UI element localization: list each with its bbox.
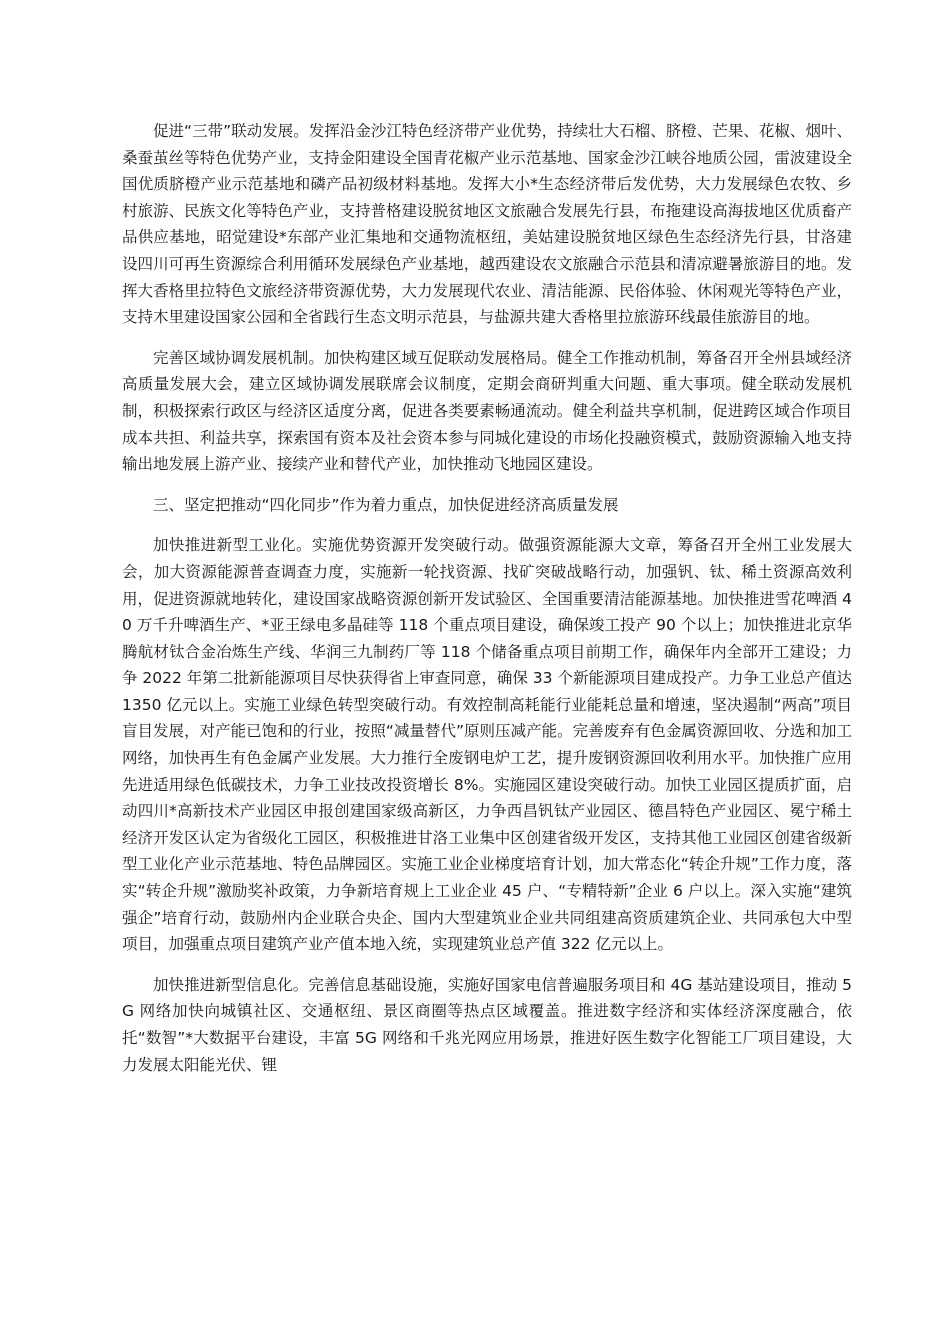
section-heading: 三、坚定把推动“四化同步”作为着力重点，加快促进经济高质量发展 bbox=[153, 495, 619, 514]
document-page bbox=[122, 118, 852, 1092]
paragraph-regional-coordination: 完善区域协调发展机制。加快构建区域互促联动发展格局。健全工作推动机制，筹备召开全州县域经济高质量发展大会，建立区域协调发展联席会议制度，定期会商研判重大问题、重大事项。健全联动发展机制，积极探索行政区与经济区适度分离，促进各类要素畅通流动。健全利益共享机制，促进跨区域合作项目成本共担、利益共享，探索国有资本及社会资本参与同城化建设的市场化投融资模式，鼓励资源输入地支持输出地发展上游产业、接续产业和替代产业，加快推动飞地园区建设。 bbox=[122, 348, 852, 474]
paragraph-industrialization: 加快推进新型工业化。实施优势资源开发突破行动。做强资源能源大文章，筹备召开全州工业发展大会，加大资源能源普查调查力度，实施新一轮找资源、找矿突破战略行动，加强钒、钛、稀土资源高效利用，促进资源就地转化，建设国家战略资源创新开发试验区、全国重要清洁能源基地。加快推进雪花啤酒 40 万千升啤酒生产、*亚王绿电多晶硅等 118 个重点项目建设，确保竣工投产 90 个以上；加快推进北京华腾航材钛合金冶炼生产线、华润三九制药厂等 118 个储备重点项目前期工作，确保年内全部开工建设；力争 2022 年第二批新能源项目尽快获得省上审查同意，确保 33 个新能源项目建成投产。力争工业总产值达 1350 亿元以上。实施工业绿色转型突破行动。有效控制高耗能行业能耗总量和增速，坚决遏制“两高”项目盲目发展，对产能已饱和的行业，按照“减量替代”原则压减产能。完善废弃有色金属资源回收、分选和加工网络，加快再生有色金属产业发展。大力推行全废钢电炉工艺，提升废钢资源回收利用水平。加快推广应用先进适用绿色低碳技术，力争工业技改投资增长 8%。实施园区建设突破行动。加快工业园区提质扩面，启动四川*高新技术产业园区申报创建国家级高新区，力争西昌钒钛产业园区、德昌特色产业园区、冕宁稀土经济开发区认定为省级化工园区，积极推进甘洛工业集中区创建省级开发区，支持其他工业园区创建省级新型工业化产业示范基地、特色品牌园区。实施工业企业梯度培育计划，加大常态化“转企升规”工作力度，落实“转企升规”激励奖补政策，力争新培育规上工业企业 45 户、“专精特新”企业 6 户以上。深入实施“建筑强企”培育行动，鼓励州内企业联合央企、国内大型建筑业企业共同组建高资质建筑企业、共同承包大中型项目，加强重点项目建筑产业产值本地入统，实现建筑业总产值 322 亿元以上。 bbox=[122, 536, 852, 954]
paragraph-three-belts: 促进“三带”联动发展。发挥沿金沙江特色经济带产业优势，持续壮大石榴、脐橙、芒果、花椒、烟叶、桑蚕茧丝等特色优势产业，支持金阳建设全国青花椒产业示范基地、国家金沙江峡谷地质公园，雷波建设全国优质脐橙产业示范基地和磷产品初级材料基地。发挥大小*生态经济带后发优势，大力发展绿色农牧、乡村旅游、民族文化等特色产业，支持普格建设脱贫地区文旅融合发展先行县，布拖建设高海拔地区优质畜产品供应基地，昭觉建设*东部产业汇集地和交通物流枢纽，美姑建设脱贫地区绿色生态经济先行县，甘洛建设四川可再生资源综合利用循环发展绿色产业基地，越西建设农文旅融合示范县和清凉避暑旅游目的地。发挥大香格里拉特色文旅经济带资源优势，大力发展现代农业、清洁能源、民俗体验、休闲观光等特色产业，支持木里建设国家公园和全省践行生态文明示范县，与盐源共建大香格里拉旅游环线最佳旅游目的地。 bbox=[122, 122, 852, 327]
paragraph-informatization: 加快推进新型信息化。完善信息基础设施，实施好国家电信普遍服务项目和 4G 基站建设项目，推动 5G 网络加快向城镇社区、交通枢纽、景区商圈等热点区域覆盖。推进数字经济和实体经济深度融合，依托“数智”*大数据平台建设，丰富 5G 网络和千兆光网应用场景，推进好医生数字化智能工厂项目建设，大力发展太阳能光伏、锂 bbox=[122, 975, 852, 1074]
